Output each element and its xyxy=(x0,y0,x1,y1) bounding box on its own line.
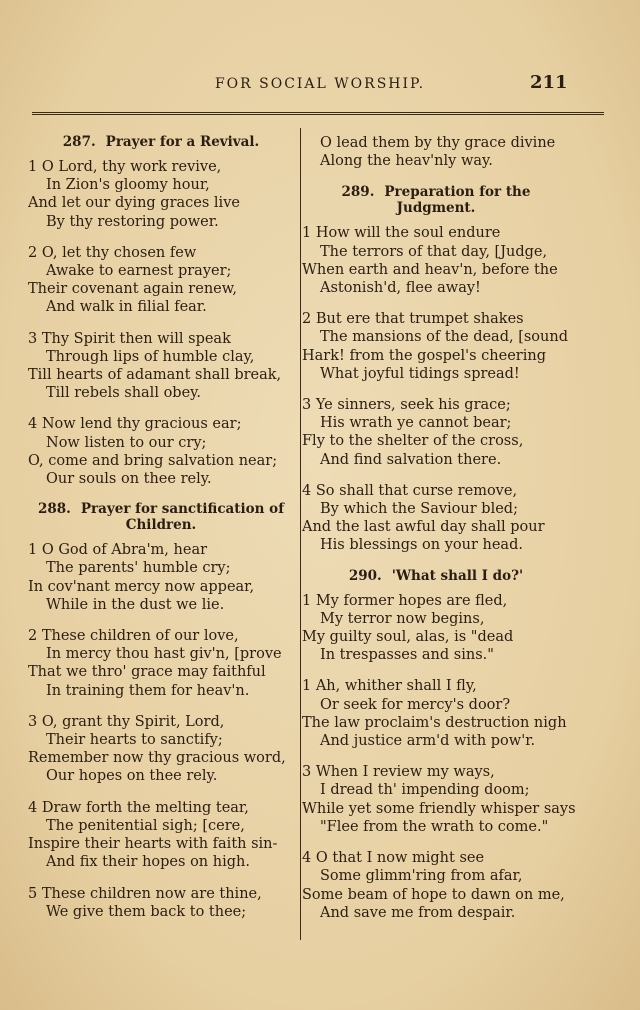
header-rule xyxy=(32,112,604,115)
verse-line: In trespasses and sins." xyxy=(320,647,494,664)
verse-line: O lead them by thy grace divine xyxy=(320,135,556,151)
hymn-number: 289. xyxy=(341,184,375,201)
verse-line: I dread th' impending doom; xyxy=(320,782,530,799)
verse-line: 4 Now lend thy gracious ear; xyxy=(28,416,242,433)
verse-line: By thy restoring power. xyxy=(46,213,219,230)
verse xyxy=(28,244,294,317)
verse-line: When earth and heav'n, before the xyxy=(302,261,558,278)
verse-line: O, come and bring salvation near; xyxy=(28,452,278,469)
verse-line: Fly to the shelter of the cross, xyxy=(302,433,524,450)
verse xyxy=(28,415,294,488)
verse xyxy=(302,677,570,750)
hymn xyxy=(28,134,294,488)
verse-line: My guilty soul, alas, is "dead xyxy=(302,629,514,646)
verse-line: Or seek for mercy's door? xyxy=(320,696,511,713)
verse-line: And let our dying graces live xyxy=(28,195,240,212)
verse-line: And fix their hopes on high. xyxy=(46,854,250,871)
hymn-heading xyxy=(302,568,570,584)
verse-line: That we thro' grace may faithful xyxy=(28,664,266,681)
verse xyxy=(28,541,294,614)
verse-line: In training them for heav'n. xyxy=(46,682,250,699)
hymn-heading xyxy=(28,134,294,150)
verse-line: Some beam of hope to dawn on me, xyxy=(302,886,565,903)
verse-line: The terrors of that day, [Judge, xyxy=(320,243,548,260)
verse-line: While yet some friendly whisper says xyxy=(302,800,576,817)
verse-line: 1 How will the soul endure xyxy=(302,225,501,242)
verse-line: The mansions of the dead, [sound xyxy=(320,329,568,346)
verse-line: Remember now thy gracious word, xyxy=(28,750,286,767)
hymn-title: 'What shall I do?' xyxy=(391,567,524,584)
verse-line: 1 Ah, whither shall I fly, xyxy=(302,678,477,695)
verse-line: Now listen to our cry; xyxy=(46,434,207,451)
hymn-heading xyxy=(28,501,294,533)
verse-line: The penitential sigh; [cere, xyxy=(46,817,245,834)
verse xyxy=(302,592,570,665)
verse-line: His blessings on your head. xyxy=(320,537,523,554)
verse-line: While in the dust we lie. xyxy=(46,596,225,613)
verse-line: Till rebels shall obey. xyxy=(46,385,202,402)
verse-line: We give them back to thee; xyxy=(46,903,247,920)
verse xyxy=(28,713,294,786)
hymn-number: 290. xyxy=(348,567,382,584)
left-column xyxy=(28,134,294,934)
verse-line: And justice arm'd with pow'r. xyxy=(320,733,536,750)
verse-line: And save me from despair. xyxy=(320,904,516,921)
hymn-title: Prayer for a Revival. xyxy=(105,134,260,150)
verse-line: Their hearts to sanctify; xyxy=(46,732,223,749)
verse xyxy=(302,310,570,383)
verse xyxy=(302,482,570,555)
verse-line: The parents' humble cry; xyxy=(46,560,231,577)
verse-line: In mercy thou hast giv'n, [prove xyxy=(46,646,282,663)
verse-line: And walk in filial fear. xyxy=(46,299,207,316)
verse-line: 1 O Lord, thy work revive, xyxy=(28,159,222,175)
verse xyxy=(28,330,294,403)
verse-line: Astonish'd, flee away! xyxy=(320,280,481,297)
verse-line: Along the heav'nly way. xyxy=(320,153,493,170)
verse-line: My terror now begins, xyxy=(320,610,485,627)
verse-line: 2 But ere that trumpet shakes xyxy=(302,311,524,328)
verse xyxy=(28,158,294,231)
verse xyxy=(28,799,294,872)
verse xyxy=(302,224,570,297)
hymn-title: Preparation for the Judgment. xyxy=(384,184,531,217)
verse-line: Our souls on thee rely. xyxy=(46,471,212,488)
verse-line: 4 O that I now might see xyxy=(302,850,485,867)
page-number: 211 xyxy=(530,72,568,93)
verse-line: 4 So shall that curse remove, xyxy=(302,482,518,499)
hymn xyxy=(302,184,570,554)
verse-line: 1 O God of Abra'm, hear xyxy=(28,542,208,559)
verse-line: 3 Ye sinners, seek his grace; xyxy=(302,397,511,414)
verse-line: And find salvation there. xyxy=(320,451,502,468)
hymn-title: Prayer for sanctification of Children. xyxy=(80,501,284,534)
verse-line: By which the Saviour bled; xyxy=(320,501,518,518)
verse-line: 5 These children now are thine, xyxy=(28,885,262,902)
verse-line: Hark! from the gospel's cheering xyxy=(302,347,546,364)
hymn-number: 287. xyxy=(62,134,96,150)
verse-line: His wrath ye cannot bear; xyxy=(320,415,512,432)
verse-line: 2 O, let thy chosen few xyxy=(28,244,197,261)
verse-line: Awake to earnest prayer; xyxy=(46,263,232,280)
verse xyxy=(302,763,576,836)
hymn-number: 288. xyxy=(38,501,71,518)
verse-line: 3 Thy Spirit then will speak xyxy=(28,330,231,347)
verse-line: 2 These children of our love, xyxy=(28,628,239,645)
verse-line: What joyful tidings spread! xyxy=(320,365,520,382)
verse-line: 3 O, grant thy Spirit, Lord, xyxy=(28,713,225,730)
verse-line: Some glimm'ring from afar, xyxy=(320,868,523,885)
verse-line: In Zion's gloomy hour, xyxy=(46,177,210,194)
hymn xyxy=(28,501,294,921)
verse-line: Till hearts of adamant shall break, xyxy=(28,367,282,384)
verse xyxy=(302,849,570,922)
verse-line: Through lips of humble clay, xyxy=(46,348,255,365)
running-header: FOR SOCIAL WORSHIP. xyxy=(214,76,426,92)
verse-line: Our hopes on thee rely. xyxy=(46,768,218,785)
verse-line: And the last awful day shall pour xyxy=(302,519,545,536)
verse-line: "Flee from the wrath to come." xyxy=(320,818,549,835)
hymn xyxy=(302,567,576,922)
right-column xyxy=(302,134,576,935)
verse xyxy=(28,627,294,700)
hymn-heading xyxy=(302,184,570,216)
verse-line: The law proclaim's destruction nigh xyxy=(302,714,567,731)
verse-line: 4 Draw forth the melting tear, xyxy=(28,799,249,816)
verse-line: 1 My former hopes are fled, xyxy=(302,592,508,609)
verse-line: In cov'nant mercy now appear, xyxy=(28,578,255,595)
continued-verse xyxy=(302,134,570,170)
verse xyxy=(302,396,570,469)
verse xyxy=(28,885,294,921)
verse-line: 3 When I review my ways, xyxy=(302,764,495,781)
column-divider xyxy=(300,128,301,940)
verse-line: Inspire their hearts with faith sin- xyxy=(28,836,278,853)
verse-line: Their covenant again renew, xyxy=(28,281,238,298)
